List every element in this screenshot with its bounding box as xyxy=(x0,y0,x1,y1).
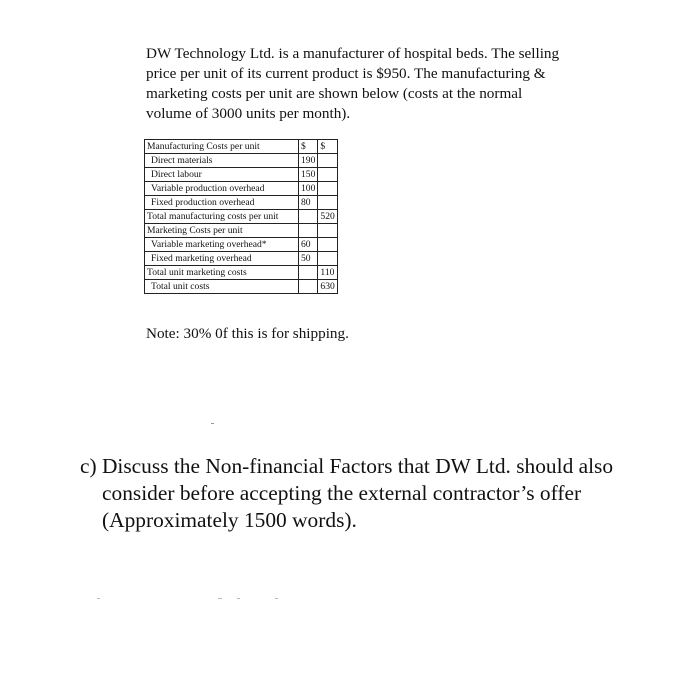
row-value-col1: 150 xyxy=(299,168,318,182)
table-row xyxy=(145,238,338,252)
stray-mark xyxy=(211,423,214,424)
row-label: Fixed marketing overhead xyxy=(145,252,299,266)
row-label: Total manufacturing costs per unit xyxy=(145,210,299,224)
row-value-col1 xyxy=(299,266,318,280)
table-row xyxy=(145,154,338,168)
row-value-col2: 520 xyxy=(318,210,337,224)
shipping-note: Note: 30% 0f this is for shipping. xyxy=(146,325,349,342)
row-value-col1 xyxy=(299,210,318,224)
question-c: c) Discuss the Non-financial Factors that DW Ltd. should also consider before accepting the external contractor’s offer (Approximately 1500 words). xyxy=(80,454,614,532)
row-value-col1 xyxy=(299,224,318,238)
row-label: Variable marketing overhead* xyxy=(145,238,299,252)
row-value-col2 xyxy=(318,154,337,168)
table-row xyxy=(145,182,338,196)
table-row xyxy=(145,266,338,280)
row-value-col1: 50 xyxy=(299,252,318,266)
table-header-col2: $ xyxy=(318,140,337,154)
table-row xyxy=(145,210,338,224)
row-value-col1: 100 xyxy=(299,182,318,196)
row-label: Direct materials xyxy=(145,154,299,168)
table-header-col1: $ xyxy=(299,140,318,154)
row-value-col2 xyxy=(318,182,337,196)
table-row xyxy=(145,280,338,294)
table-row xyxy=(145,224,338,238)
table-header-label: Manufacturing Costs per unit xyxy=(145,140,299,154)
row-value-col2 xyxy=(318,238,337,252)
row-label: Variable production overhead xyxy=(145,182,299,196)
faint-marks xyxy=(97,597,297,601)
intro-paragraph: DW Technology Ltd. is a manufacturer of hospital beds. The selling price per unit of its current product is $950. The manufacturing & marketing costs per unit are shown below (costs at the normal volume of 3000 units per month). xyxy=(146,45,560,122)
row-value-col1: 190 xyxy=(299,154,318,168)
faint-mark xyxy=(275,598,278,599)
row-label: Total unit costs xyxy=(145,280,299,294)
table-row xyxy=(145,252,338,266)
row-value-col1: 80 xyxy=(299,196,318,210)
cost-table xyxy=(144,139,338,294)
row-value-col2 xyxy=(318,168,337,182)
row-label: Total unit marketing costs xyxy=(145,266,299,280)
table-row xyxy=(145,196,338,210)
row-value-col1: 60 xyxy=(299,238,318,252)
faint-mark xyxy=(218,598,222,599)
row-value-col2: 110 xyxy=(318,266,337,280)
table-row xyxy=(145,168,338,182)
faint-mark xyxy=(97,598,100,599)
row-label: Direct labour xyxy=(145,168,299,182)
row-value-col1 xyxy=(299,280,318,294)
faint-mark xyxy=(237,598,240,599)
row-value-col2: 630 xyxy=(318,280,337,294)
row-value-col2 xyxy=(318,224,337,238)
row-label: Fixed production overhead xyxy=(145,196,299,210)
row-value-col2 xyxy=(318,196,337,210)
row-label: Marketing Costs per unit xyxy=(145,224,299,238)
row-value-col2 xyxy=(318,252,337,266)
table-header-row xyxy=(145,140,338,154)
